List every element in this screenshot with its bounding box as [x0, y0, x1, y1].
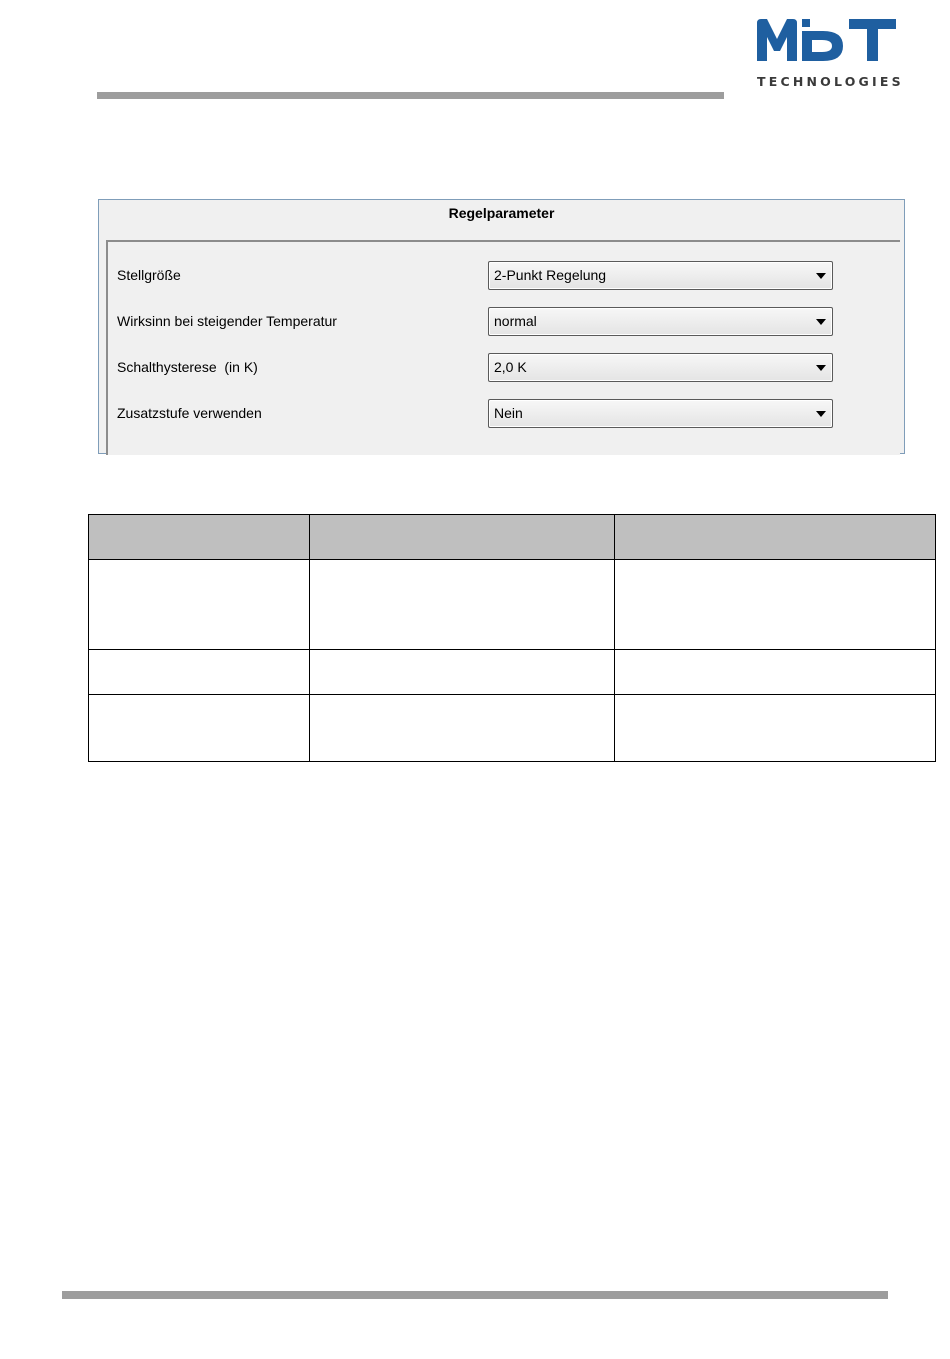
param-row-wirksinn	[108, 307, 900, 337]
table-cell	[615, 560, 936, 650]
table-cell	[310, 695, 615, 762]
param-row-stellgroesse	[108, 261, 900, 291]
table-cell	[89, 560, 310, 650]
param-label: Zusatzstufe verwenden	[117, 405, 262, 421]
table-cell	[89, 695, 310, 762]
table-row	[89, 560, 936, 650]
mdt-logo	[755, 17, 904, 92]
regelparameter-dialog	[98, 199, 905, 454]
table-header-cell	[89, 515, 310, 560]
zusatzstufe-select[interactable]	[488, 399, 833, 428]
table-cell	[310, 650, 615, 695]
table-row	[89, 695, 936, 762]
dialog-frame	[106, 240, 900, 455]
table-row	[89, 650, 936, 695]
logo-subtitle: TECHNOLOGIES	[757, 74, 904, 89]
mdt-logo-mark	[755, 17, 898, 63]
param-value: Nein	[494, 405, 523, 421]
dropdown-arrow-icon	[816, 273, 826, 279]
dropdown-arrow-icon	[816, 365, 826, 371]
table-header-row	[89, 515, 936, 560]
dialog-title: Regelparameter	[448, 205, 555, 221]
dropdown-arrow-icon	[816, 319, 826, 325]
stellgroesse-select[interactable]	[488, 261, 833, 290]
param-row-schalthysterese	[108, 353, 900, 383]
param-label: Schalthysterese (in K)	[117, 359, 258, 375]
param-label: Stellgröße	[117, 267, 181, 283]
param-value: 2-Punkt Regelung	[494, 267, 607, 283]
param-row-zusatzstufe	[108, 399, 900, 429]
param-value: normal	[494, 313, 537, 329]
parameter-table	[88, 514, 936, 762]
table-header-cell	[615, 515, 936, 560]
table-cell	[615, 695, 936, 762]
param-value: 2,0 K	[494, 359, 527, 375]
dropdown-arrow-icon	[816, 411, 826, 417]
header-rule	[97, 92, 724, 99]
param-label: Wirksinn bei steigender Temperatur	[117, 313, 337, 329]
schalthysterese-select[interactable]	[488, 353, 833, 382]
table-cell	[89, 650, 310, 695]
table-cell	[310, 560, 615, 650]
wirksinn-select[interactable]	[488, 307, 833, 336]
table-header-cell	[310, 515, 615, 560]
table-cell	[615, 650, 936, 695]
footer-rule	[62, 1291, 888, 1299]
